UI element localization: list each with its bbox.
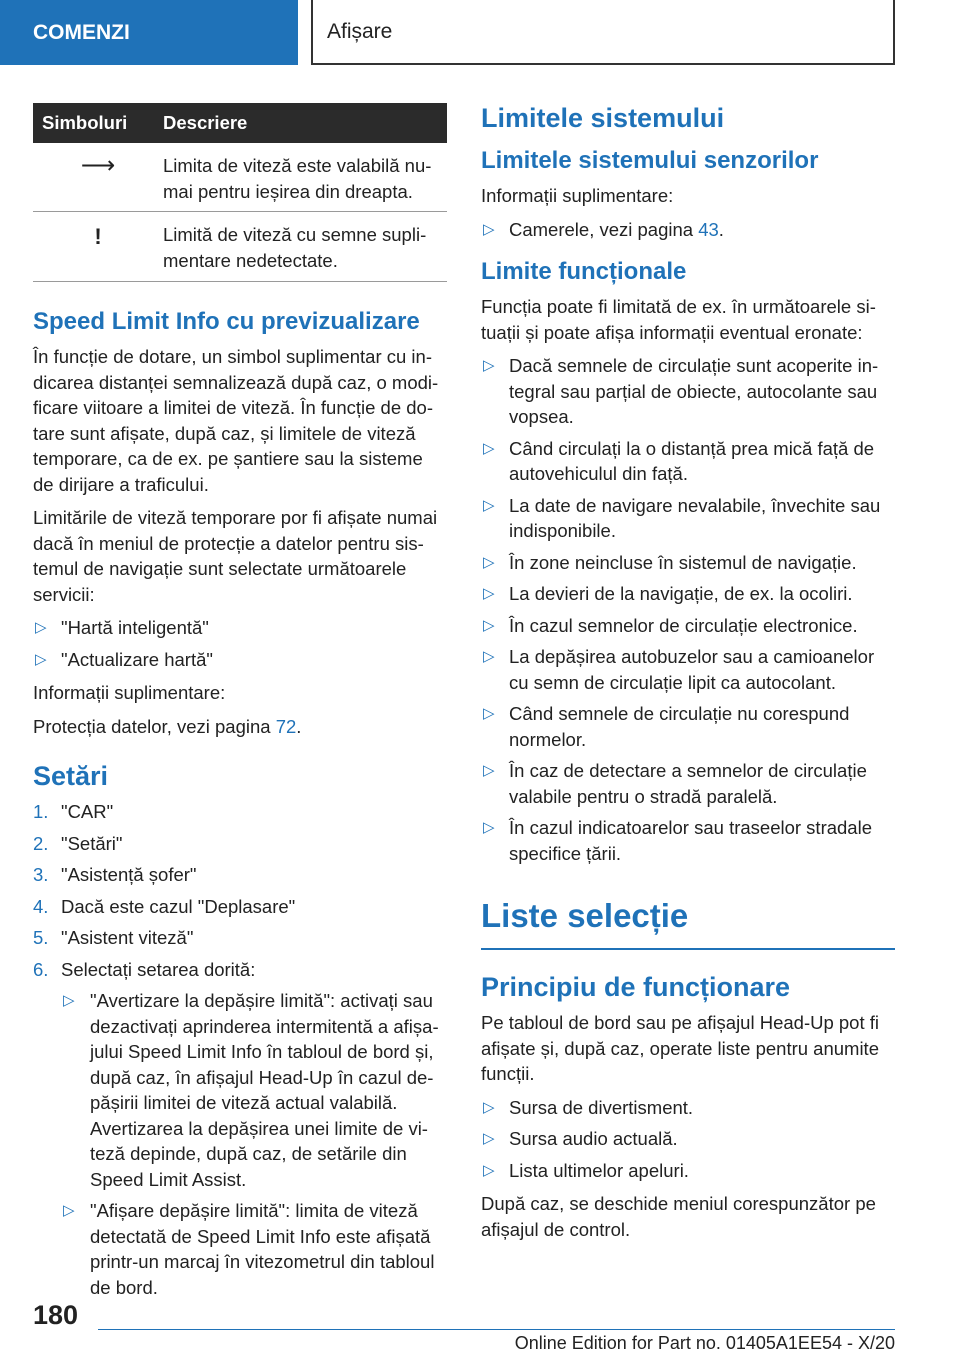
- list-item: ▷ În zone neincluse în sistemul de navigație.: [481, 550, 895, 576]
- triangle-bullet-icon: ▷: [483, 705, 495, 722]
- services-list: [33, 615, 447, 672]
- list-item: ▷ În caz de detectare a semnelor de circulație valabile pentru o stradă paralelă.: [483, 760, 867, 807]
- triangle-bullet-icon: ▷: [483, 357, 495, 374]
- list-item: 1. "CAR": [33, 801, 114, 822]
- table-cell: Limita de viteză este valabilă nu-mai pentru ieșirea din dreapta.: [163, 155, 432, 202]
- functional-limits-heading: Limite funcționale: [481, 258, 687, 285]
- left-column: [33, 103, 447, 1306]
- list-item: ▷ "Afișare depășire limită": limita de viteză detectată de Speed Limit Info este afișată printr-un marcaj în vitezometrul din tabloul de bord.: [63, 1200, 435, 1298]
- list-item: 4. Dacă este cazul "Deplasare": [33, 895, 296, 917]
- list-item: 5. "Asistent viteză": [33, 927, 194, 948]
- list-item: ▷ În cazul semnelor de circulație electronice.: [481, 613, 895, 639]
- footer-divider: [98, 1329, 895, 1330]
- table-row: [33, 212, 447, 282]
- subsection-title: Afișare: [327, 19, 393, 43]
- triangle-bullet-icon: ▷: [63, 992, 75, 1009]
- list-item: ▷ Când circulați la o distanță prea mică față de autovehiculul din față.: [483, 437, 875, 484]
- list-item: 2. "Setări": [33, 832, 123, 854]
- triangle-bullet-icon: ▷: [483, 762, 495, 779]
- symbols-table: [33, 103, 447, 282]
- table-header-symbols: Simboluri: [42, 112, 128, 134]
- speed-limit-paragraph-1: În funcție de dotare, un simbol suplimentar cu in-dicarea distanței semnalizează după caz, o modi-ficare viitoare a limitei de viteză. În funcție de do-tare sunt afișate, după caz, și limitele de viteză temporare, ca de ex. pe șantiere sau la sisteme de dirijare a traficului.: [33, 346, 439, 495]
- list-item: 6. Selectați setarea dorită: ▷ "Avertizare la depășire limită": activați sau dezactivați aprinderea intermitentă a afișa-jului Speed Limit Info în tabloul de bord și, după caz, în afișajul Head-Up în cazul de-pășirii limitei de viteză actual valabilă. Avertizarea la depășirea unei limite de vi-teză depinde, după caz, de setările din Speed Limit Assist. ▷ "Afișare depășire limită": limita de viteză detectată de Speed Limit Info este afișată printr-un marcaj în vitezometrul din tabloul de bord.: [33, 957, 447, 1301]
- triangle-bullet-icon: ▷: [483, 648, 495, 665]
- section-tab: [0, 0, 298, 65]
- list-item: ▷ Camerele, vezi pagina 43.: [481, 217, 895, 243]
- list-item: ▷ Lista ultimelor apeluri.: [481, 1158, 895, 1184]
- selection-lists-outro: După caz, se deschide meniul corespunzător pe afișajul de control.: [481, 1193, 876, 1240]
- page-number: 180: [33, 1300, 79, 1330]
- list-item: ▷ Sursa audio actuală.: [481, 1126, 895, 1152]
- triangle-bullet-icon: ▷: [483, 616, 495, 634]
- settings-heading: Setări: [33, 761, 109, 791]
- subsection-tab: [311, 0, 895, 65]
- principle-heading: Principiu de funcționare: [481, 972, 791, 1002]
- list-item: ▷ Dacă semnele de circulație sunt acoperite in-tegral sau parțial de obiecte, autocolante sau vopsea.: [483, 355, 879, 427]
- triangle-bullet-icon: ▷: [483, 220, 495, 238]
- functional-limits-list: [481, 353, 895, 866]
- triangle-bullet-icon: ▷: [35, 619, 47, 636]
- data-protection-ref: Protecția datelor, vezi pagina 72.: [33, 715, 302, 737]
- triangle-bullet-icon: ▷: [483, 439, 495, 457]
- right-column: [481, 103, 895, 1250]
- triangle-bullet-icon: ▷: [483, 1098, 495, 1116]
- list-item: ▷ În cazul indicatoarelor sau traseelor stradale specifice țării.: [483, 817, 872, 864]
- speed-limit-heading: Speed Limit Info cu previzualizare: [33, 308, 420, 335]
- table-row: [33, 143, 447, 212]
- table-header-description: Descriere: [163, 112, 248, 134]
- list-item: ▷ "Actualizare hartă": [33, 647, 447, 673]
- settings-options: [61, 988, 447, 1300]
- sensor-limits-heading: Limitele sistemului senzorilor: [481, 147, 819, 174]
- info-label: Informații suplimentare:: [33, 682, 226, 703]
- table-header: [33, 103, 447, 143]
- list-item: ▷ La devieri de la navigație, de ex. la ocoliri.: [481, 581, 895, 607]
- system-limits-heading: Limitele sistemului: [481, 103, 725, 133]
- list-item: 3. "Asistență șofer": [33, 864, 197, 885]
- list-item: ▷ Când semnele de circulație nu corespund normelor.: [483, 703, 850, 750]
- triangle-bullet-icon: ▷: [483, 553, 495, 571]
- selection-lists-intro: Pe tabloul de bord sau pe afișajul Head-Up pot fi afișate și, după caz, operate liste pentru anumite funcții.: [481, 1012, 880, 1084]
- triangle-bullet-icon: ▷: [483, 1130, 495, 1147]
- selection-lists-heading: Liste selecție: [481, 896, 895, 950]
- info-label: Informații suplimentare:: [481, 185, 674, 206]
- triangle-bullet-icon: ▷: [483, 496, 495, 514]
- functional-limits-intro: Funcția poate fi limitată de ex. în următoarele si-tuații și poate afișa informații eventual eronate:: [481, 296, 876, 343]
- triangle-bullet-icon: ▷: [483, 819, 495, 836]
- right-arrow-icon: ⟶: [80, 152, 116, 179]
- triangle-bullet-icon: ▷: [35, 650, 47, 668]
- speed-limit-paragraph-2: Limitările de viteză temporare por fi afișate numai dacă în meniul de protecție a datelor pentru sis-temul de navigație sunt selectate următoarele servicii:: [33, 507, 438, 605]
- list-item: ▷ "Hartă inteligentă": [33, 615, 447, 641]
- page-link-72[interactable]: 72: [275, 715, 297, 737]
- selection-lists-list: [481, 1095, 895, 1184]
- list-item: ▷ Sursa de divertisment.: [481, 1095, 895, 1121]
- settings-steps: [33, 799, 447, 1300]
- page-link-43[interactable]: 43: [698, 218, 719, 240]
- camera-ref-list: [481, 217, 895, 243]
- list-item: ▷ La date de navigare nevalabile, învechite sau indisponibile.: [483, 494, 881, 541]
- footer-edition: Online Edition for Part no. 01405A1EE54 - X/20: [514, 1333, 895, 1353]
- list-item: ▷ "Avertizare la depășire limită": activați sau dezactivați aprinderea intermitentă a afișa-jului Speed Limit Info în tabloul de bord și, după caz, în afișajul Head-Up în cazul de-pășirii limitei de viteză actual valabilă. Avertizarea la depășirea unei limite de vi-teză depinde, după caz, de setările din Speed Limit Assist.: [63, 990, 439, 1190]
- table-cell: Limită de viteză cu semne supli-mentare nedetectate.: [163, 224, 427, 271]
- exclamation-icon: !: [94, 224, 102, 249]
- triangle-bullet-icon: ▷: [483, 1161, 495, 1179]
- list-item: ▷ La depășirea autobuzelor sau a camioanelor cu semn de circulație lipit ca autocolant.: [483, 646, 875, 693]
- triangle-bullet-icon: ▷: [63, 1202, 75, 1219]
- section-title: COMENZI: [33, 20, 130, 44]
- triangle-bullet-icon: ▷: [483, 585, 495, 602]
